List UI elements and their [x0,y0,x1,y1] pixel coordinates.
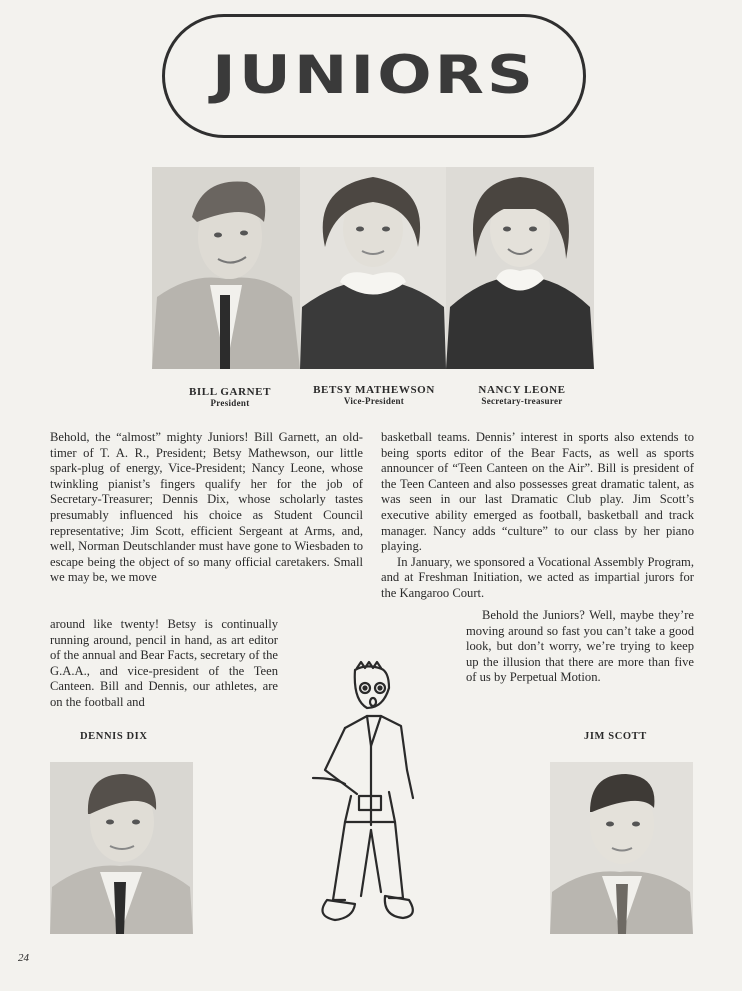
portrait-boy-icon [550,762,693,934]
photo-dennis-dix [50,762,193,934]
photo-bill-garnet [152,167,300,369]
officer-name: NANCY LEONE [478,384,566,396]
portrait-boy-icon [50,762,193,934]
bottom-name-left: DENNIS DIX [80,731,148,742]
title-banner [162,14,586,138]
bottom-name-right: JIM SCOTT [584,731,647,742]
page-title: JUNIORS [212,45,536,107]
portrait-girl-icon [300,167,446,369]
right-column-text [381,430,694,602]
left-narrow-paragraph: around like twenty! Betsy is continually running around, pencil in hand, as art editor of the annual and Bear Facts, secretary of the G.A.A., and vice-president of the Teen Canteen. Bill and Dennis, our athletes, are on the football and [50,617,278,709]
caption-betsy-mathewson [300,385,448,406]
left-column-text [50,430,363,586]
right-paragraph-1: basketball teams. Dennis’ interest in sports also extends to being sports editor of the Bear Facts, as well as sports announcer of “Teen Canteen on the Air”. Bill is president of the Teen Canteen and also possesses great dramatic talent, as was seen in our last Dramatic Club play. Jim Scott’s executive ability emerged as football, basketball and track manager. Nancy adds “culture” to our class by her piano playing. [381,430,694,554]
officer-name: BILL GARNET [188,386,272,398]
page-number: 24 [18,952,29,964]
photo-jim-scott [550,762,693,934]
officer-role: Vice-President [343,395,405,406]
photo-betsy-mathewson [300,167,446,369]
left-narrow-text [50,617,278,711]
portrait-girl-icon [446,167,594,369]
caption-bill-garnet [168,387,292,408]
right-paragraph-2: In January, we sponsored a Vocational Assembly Program, and at Freshman Initiation, we acted as impartial jurors for the Kangaroo Court. [381,554,694,600]
officer-role: Secretary-treasurer [481,395,563,406]
officer-role: President [210,397,250,408]
right-narrow-paragraph: Behold the Juniors? Well, maybe they’re moving around so fast you can’t take a good look, but don’t worry, we’re trying to keep up the illusion that there are more than five of us by Perpetual Motion. [466,608,694,685]
student-doodle-icon [305,660,433,935]
portrait-boy-icon [152,167,300,369]
right-narrow-text [466,608,694,686]
photo-nancy-leone [446,167,594,369]
officer-name: BETSY MATHEWSON [313,384,435,396]
left-paragraph: Behold, the “almost” mighty Juniors! Bill Garnett, an old-timer of T. A. R., President; Betsy Mathewson, our little spark-plug of energy, Vice-President; Nancy Leone, whose twinkling pianist’s fingers qualify her for the job of Secretary-Treasurer; Dennis Dix, whose scholarly tastes presumably influenced his choice as Student Council representative; Jim Scott, efficient Sergeant at Arms, and, well, Norman Deutschlander must have gone to Wiesbaden to escape being the object of so many official caretakers. Small we may be, we move [50,430,363,585]
caption-nancy-leone [460,385,584,406]
